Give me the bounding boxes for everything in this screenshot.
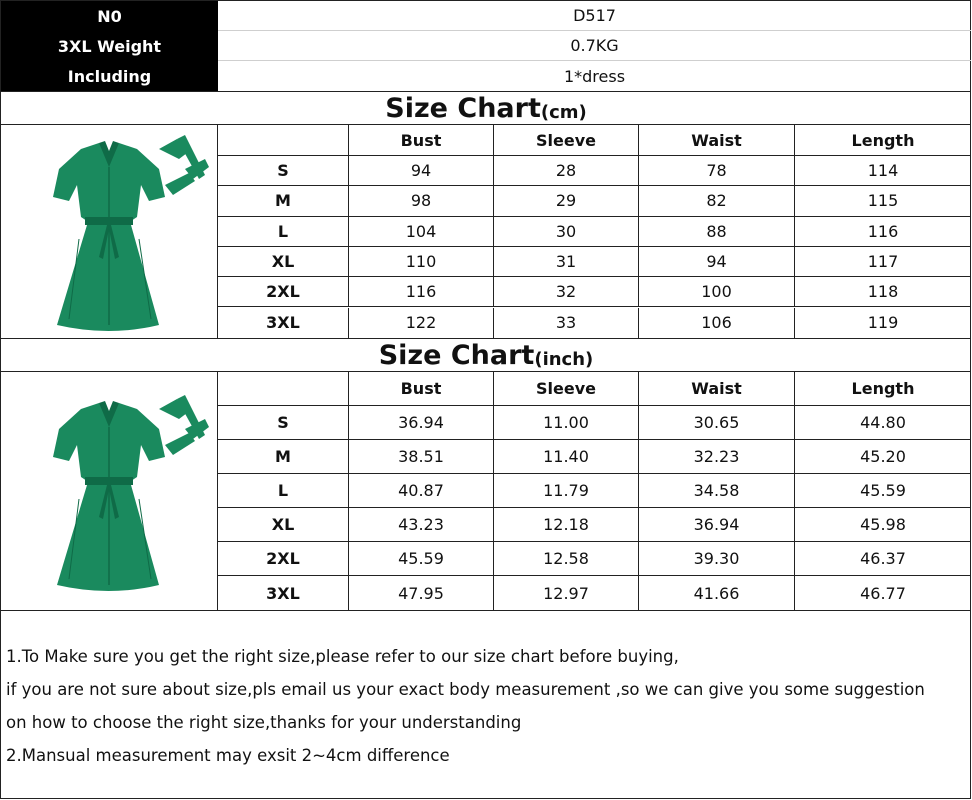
table-cell: 29 — [494, 186, 639, 215]
info-label: N0 — [1, 1, 218, 31]
table-cell: 118 — [867, 282, 899, 302]
section-title: Size Chart — [378, 339, 535, 371]
column-header: Bust — [349, 372, 494, 405]
column-header: Waist — [639, 125, 795, 155]
info-value: 1*dress — [563, 66, 626, 86]
table-cell: 11.00 — [494, 406, 639, 439]
size-label: L — [218, 217, 349, 246]
info-label: 3XL Weight — [1, 31, 218, 61]
column-header: Sleeve — [494, 372, 639, 405]
table-cell: 116 — [867, 221, 899, 241]
size-label: M — [218, 186, 349, 215]
table-cell: 45.98 — [860, 515, 906, 534]
table-cell: 32.23 — [639, 440, 795, 473]
dress-image — [1, 372, 218, 610]
table-cell: 94 — [349, 156, 494, 185]
size-chart-inch-title — [1, 338, 971, 372]
size-label: XL — [218, 247, 349, 276]
table-cell: 30 — [494, 217, 639, 246]
table-header-row — [218, 125, 971, 156]
table-cell: 12.97 — [494, 576, 639, 610]
column-header: Length — [851, 130, 915, 150]
table-cell: 40.87 — [349, 474, 494, 507]
table-cell: 44.80 — [860, 413, 906, 432]
table-cell: 78 — [639, 156, 795, 185]
size-chart-cm-title — [1, 91, 971, 125]
table-cell: 11.40 — [494, 440, 639, 473]
table-cell: 12.58 — [494, 542, 639, 575]
table-row — [218, 508, 971, 542]
table-cell: 82 — [639, 186, 795, 215]
table-row — [218, 277, 971, 307]
table-row — [218, 440, 971, 474]
table-cell: 46.37 — [860, 549, 906, 568]
size-label: 2XL — [218, 542, 349, 575]
table-row — [218, 247, 971, 277]
column-header: Sleeve — [494, 125, 639, 155]
table-cell: 41.66 — [639, 576, 795, 610]
table-cell: 104 — [349, 217, 494, 246]
dress-illustration — [9, 384, 209, 599]
table-cell: 115 — [867, 191, 899, 211]
table-cell: 106 — [639, 308, 795, 338]
table-cell: 94 — [639, 247, 795, 276]
dress-illustration — [9, 129, 209, 334]
table-cell: 36.94 — [349, 406, 494, 439]
table-cell: 110 — [349, 247, 494, 276]
size-label: L — [218, 474, 349, 507]
table-cell: 122 — [349, 308, 494, 338]
table-cell: 45.59 — [349, 542, 494, 575]
table-cell: 45.20 — [860, 447, 906, 466]
info-row-weight — [1, 31, 971, 61]
section-unit: (cm) — [540, 101, 587, 123]
table-row — [218, 217, 971, 247]
table-cell: 88 — [639, 217, 795, 246]
size-label: M — [218, 440, 349, 473]
table-cell: 31 — [494, 247, 639, 276]
table-cell: 46.77 — [860, 583, 906, 603]
size-table-cm — [1, 125, 971, 338]
table-cell: 45.59 — [860, 481, 906, 500]
table-row — [218, 156, 971, 186]
section-title: Size Chart — [385, 92, 541, 124]
note-line: if you are not sure about size,pls email us your exact body measurement ,so we can give you some suggestion — [6, 680, 925, 699]
note-line: 1.To Make sure you get the right size,please refer to our size chart before buying, — [6, 647, 679, 666]
column-header: Bust — [349, 125, 494, 155]
table-row — [218, 186, 971, 216]
notes-section — [1, 610, 971, 800]
size-label: S — [218, 156, 349, 185]
table-cell: 43.23 — [349, 508, 494, 541]
table-cell: 32 — [494, 277, 639, 306]
size-table-inch — [1, 372, 971, 610]
product-info — [1, 1, 971, 91]
table-header-row — [218, 372, 971, 406]
section-unit: (inch) — [534, 348, 594, 370]
note-line: on how to choose the right size,thanks for your understanding — [6, 713, 522, 732]
table-cell: 119 — [867, 313, 899, 333]
table-cell: 30.65 — [639, 406, 795, 439]
table-row — [218, 406, 971, 440]
table-row — [218, 542, 971, 576]
table-cell: 114 — [867, 161, 899, 181]
column-header: Waist — [639, 372, 795, 405]
table-cell: 39.30 — [639, 542, 795, 575]
table-cell: 116 — [349, 277, 494, 306]
table-cell: 33 — [494, 308, 639, 338]
table-cell: 36.94 — [639, 508, 795, 541]
column-header — [218, 125, 349, 155]
table-cell: 34.58 — [639, 474, 795, 507]
column-header — [218, 372, 349, 405]
info-row-number — [1, 1, 971, 31]
table-cell: 12.18 — [494, 508, 639, 541]
column-header: Length — [851, 379, 915, 398]
table-cell: 11.79 — [494, 474, 639, 507]
info-value: 0.7KG — [218, 31, 971, 61]
table-cell: 117 — [867, 252, 899, 272]
dress-image — [1, 125, 218, 338]
note-line: 2.Mansual measurement may exsit 2~4cm difference — [6, 746, 450, 765]
table-row — [218, 576, 971, 610]
table-row — [218, 308, 971, 338]
size-label: S — [218, 406, 349, 439]
table-row — [218, 474, 971, 508]
size-label: 2XL — [218, 277, 349, 306]
size-label: 3XL — [218, 576, 349, 610]
info-value: D517 — [218, 1, 971, 31]
size-label: 3XL — [218, 308, 349, 338]
table-cell: 98 — [349, 186, 494, 215]
table-cell: 47.95 — [349, 576, 494, 610]
table-cell: 38.51 — [349, 440, 494, 473]
size-label: XL — [218, 508, 349, 541]
table-cell: 100 — [639, 277, 795, 306]
info-row-including — [1, 61, 971, 91]
table-cell: 28 — [494, 156, 639, 185]
info-label: Including — [1, 61, 218, 91]
